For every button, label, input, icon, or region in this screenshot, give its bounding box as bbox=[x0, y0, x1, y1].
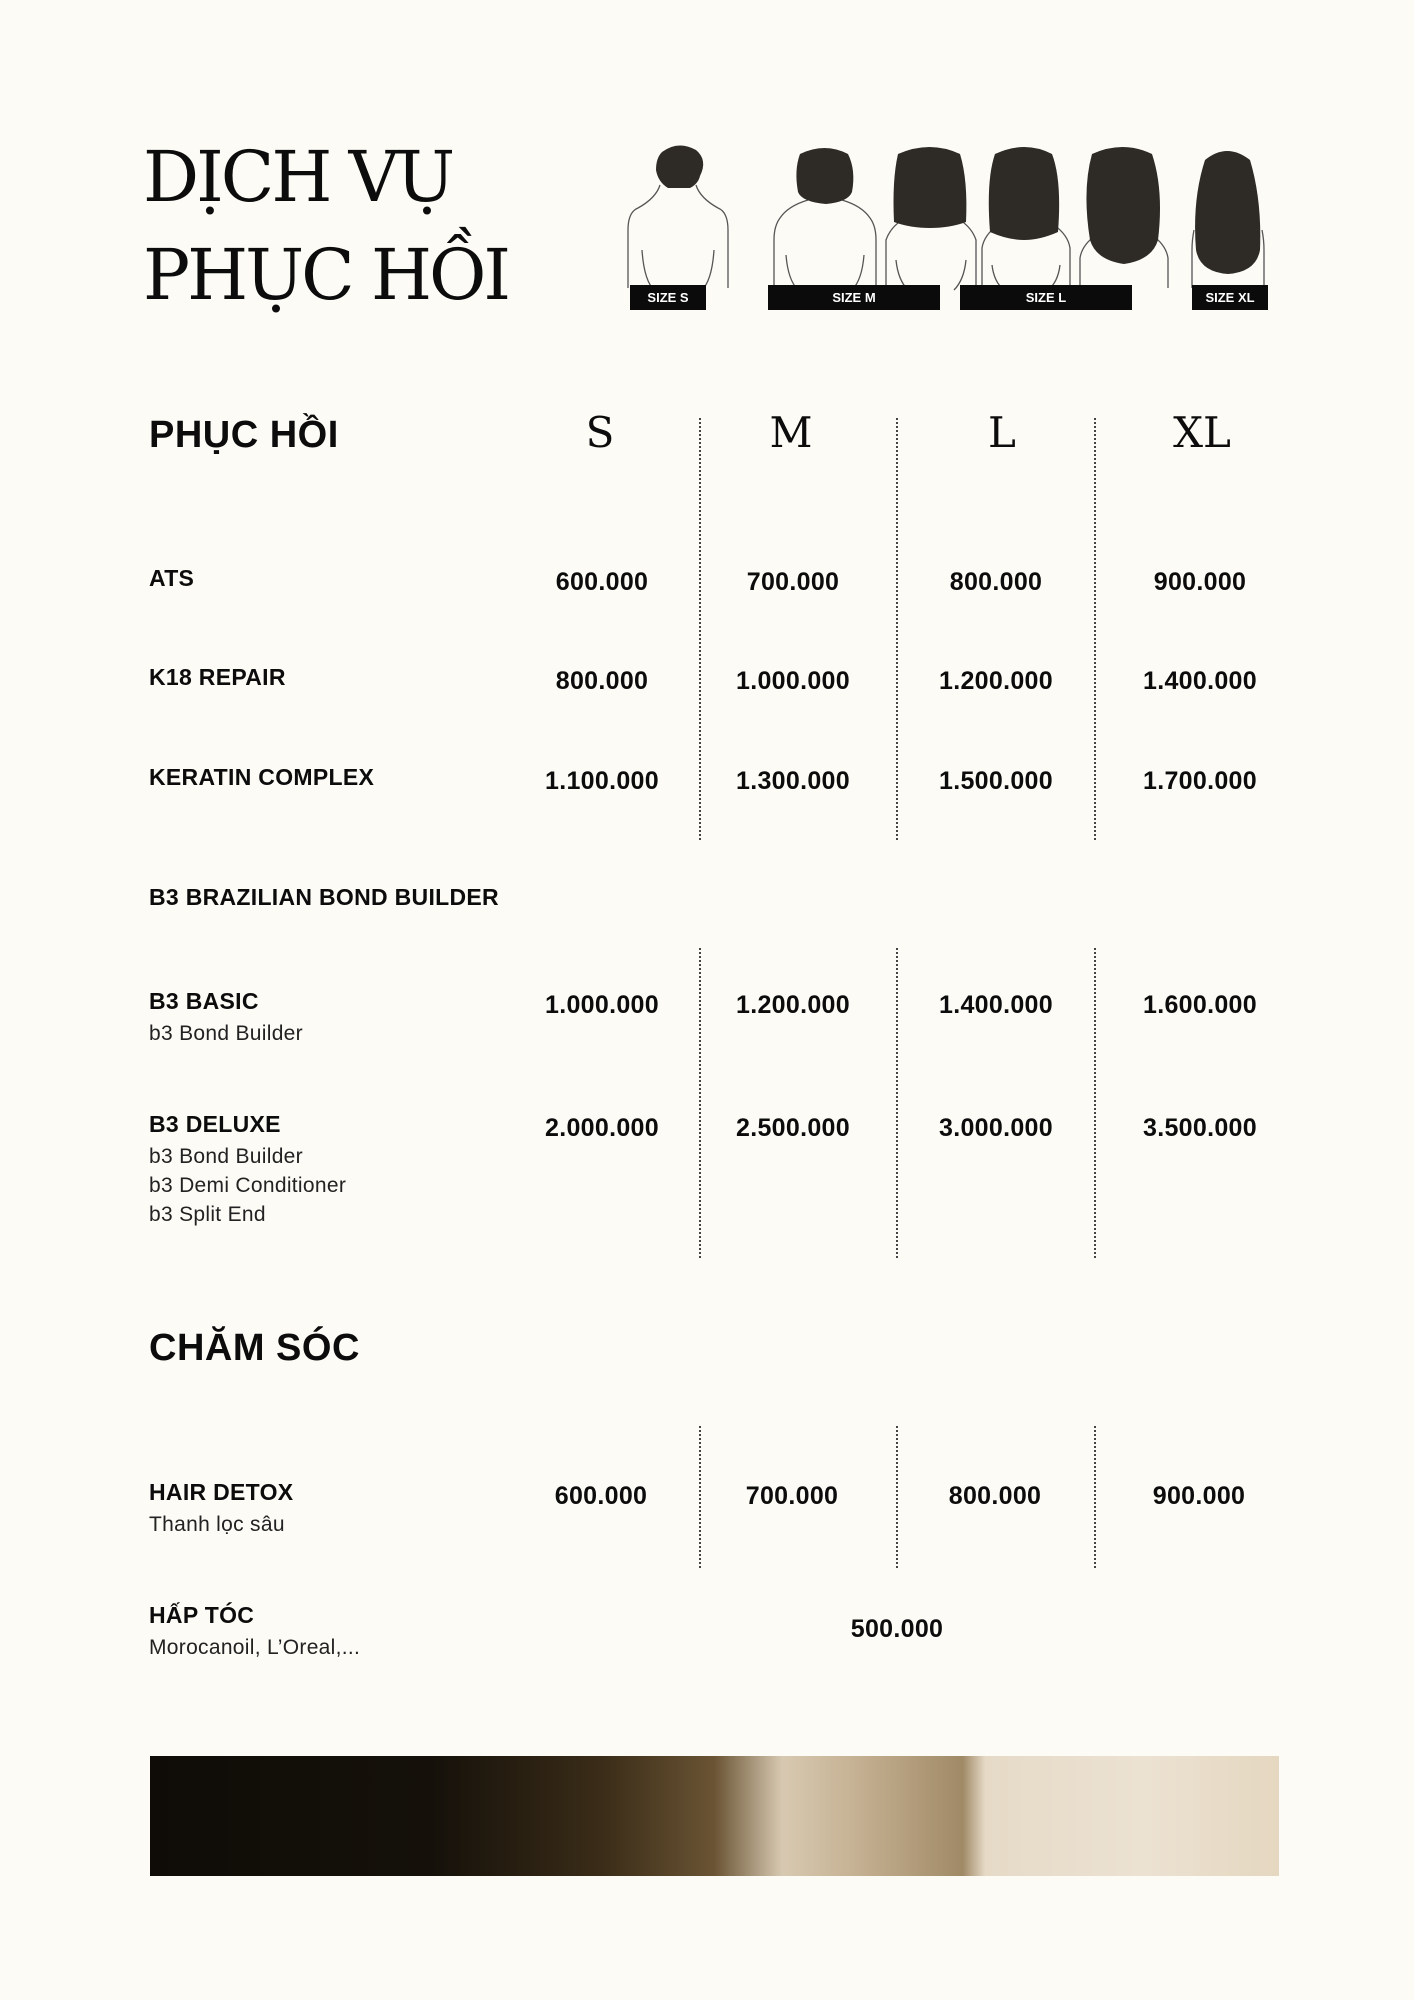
column-divider bbox=[699, 418, 701, 840]
price-xl: 1.600.000 bbox=[1143, 991, 1257, 1019]
item-name: KERATIN COMPLEX bbox=[149, 764, 375, 790]
price-m: 700.000 bbox=[745, 1482, 839, 1510]
price-l: 3.000.000 bbox=[939, 1114, 1053, 1142]
price-m: 2.500.000 bbox=[736, 1114, 850, 1142]
size-l-label: SIZE L bbox=[960, 285, 1132, 310]
price-l: 1.400.000 bbox=[939, 991, 1053, 1019]
section-b3-title: B3 BRAZILIAN BOND BUILDER bbox=[149, 884, 499, 910]
hair-size-chart bbox=[620, 140, 1280, 315]
column-divider bbox=[1094, 1426, 1096, 1568]
price-l: 800.000 bbox=[948, 1482, 1042, 1510]
item-name: B3 DELUXE bbox=[149, 1111, 281, 1137]
price-m: 1.000.000 bbox=[736, 667, 850, 695]
title-line-2: PHỤC HỒI bbox=[143, 234, 509, 316]
price-s: 600.000 bbox=[555, 568, 649, 596]
banner-image bbox=[150, 1756, 1279, 1876]
page-title bbox=[143, 128, 508, 324]
section-phuc-hoi-title: PHỤC HỒI bbox=[149, 414, 339, 456]
column-divider bbox=[699, 1426, 701, 1568]
price-s: 1.000.000 bbox=[545, 991, 659, 1019]
price-m: 1.200.000 bbox=[736, 991, 850, 1019]
size-s-label: SIZE S bbox=[630, 285, 706, 310]
price-s: 800.000 bbox=[555, 667, 649, 695]
price-xl: 1.400.000 bbox=[1143, 667, 1257, 695]
column-header-s: S bbox=[585, 408, 615, 457]
title-line-1: DỊCH VỤ bbox=[143, 136, 453, 218]
price-l: 1.200.000 bbox=[939, 667, 1053, 695]
item-name: B3 BASIC bbox=[149, 988, 259, 1014]
item-desc: b3 Demi Conditioner bbox=[149, 1174, 347, 1197]
item-desc: Morocanoil, L’Oreal,... bbox=[149, 1636, 361, 1659]
column-divider bbox=[896, 1426, 898, 1568]
column-divider bbox=[896, 948, 898, 1258]
price-l: 800.000 bbox=[949, 568, 1043, 596]
size-xl-label: SIZE XL bbox=[1192, 285, 1268, 310]
price-s: 2.000.000 bbox=[545, 1114, 659, 1142]
item-name: HAIR DETOX bbox=[149, 1479, 294, 1505]
price-s: 600.000 bbox=[554, 1482, 648, 1510]
price-l: 1.500.000 bbox=[939, 767, 1053, 795]
column-header-xl: XL bbox=[1173, 408, 1231, 457]
column-header-m: M bbox=[769, 408, 813, 457]
column-divider bbox=[896, 418, 898, 840]
price-m: 700.000 bbox=[746, 568, 840, 596]
section-cham-soc-title: CHĂM SÓC bbox=[149, 1327, 360, 1369]
size-m-label: SIZE M bbox=[768, 285, 940, 310]
hair-silhouettes-icon bbox=[620, 140, 1280, 315]
item-desc: b3 Bond Builder bbox=[149, 1145, 303, 1168]
item-name: K18 REPAIR bbox=[149, 664, 286, 690]
price-xl: 900.000 bbox=[1153, 568, 1247, 596]
column-divider bbox=[1094, 418, 1096, 840]
price-s: 1.100.000 bbox=[545, 767, 659, 795]
item-name: ATS bbox=[149, 565, 195, 591]
column-header-l: L bbox=[988, 408, 1016, 457]
column-divider bbox=[699, 948, 701, 1258]
price-xl: 900.000 bbox=[1152, 1482, 1246, 1510]
price-flat: 500.000 bbox=[850, 1615, 944, 1643]
item-desc: Thanh lọc sâu bbox=[149, 1513, 285, 1536]
column-divider bbox=[1094, 948, 1096, 1258]
price-xl: 3.500.000 bbox=[1143, 1114, 1257, 1142]
item-desc: b3 Split End bbox=[149, 1203, 266, 1226]
item-name: HẤP TÓC bbox=[149, 1602, 255, 1628]
price-xl: 1.700.000 bbox=[1143, 767, 1257, 795]
price-m: 1.300.000 bbox=[736, 767, 850, 795]
item-desc: b3 Bond Builder bbox=[149, 1022, 303, 1045]
